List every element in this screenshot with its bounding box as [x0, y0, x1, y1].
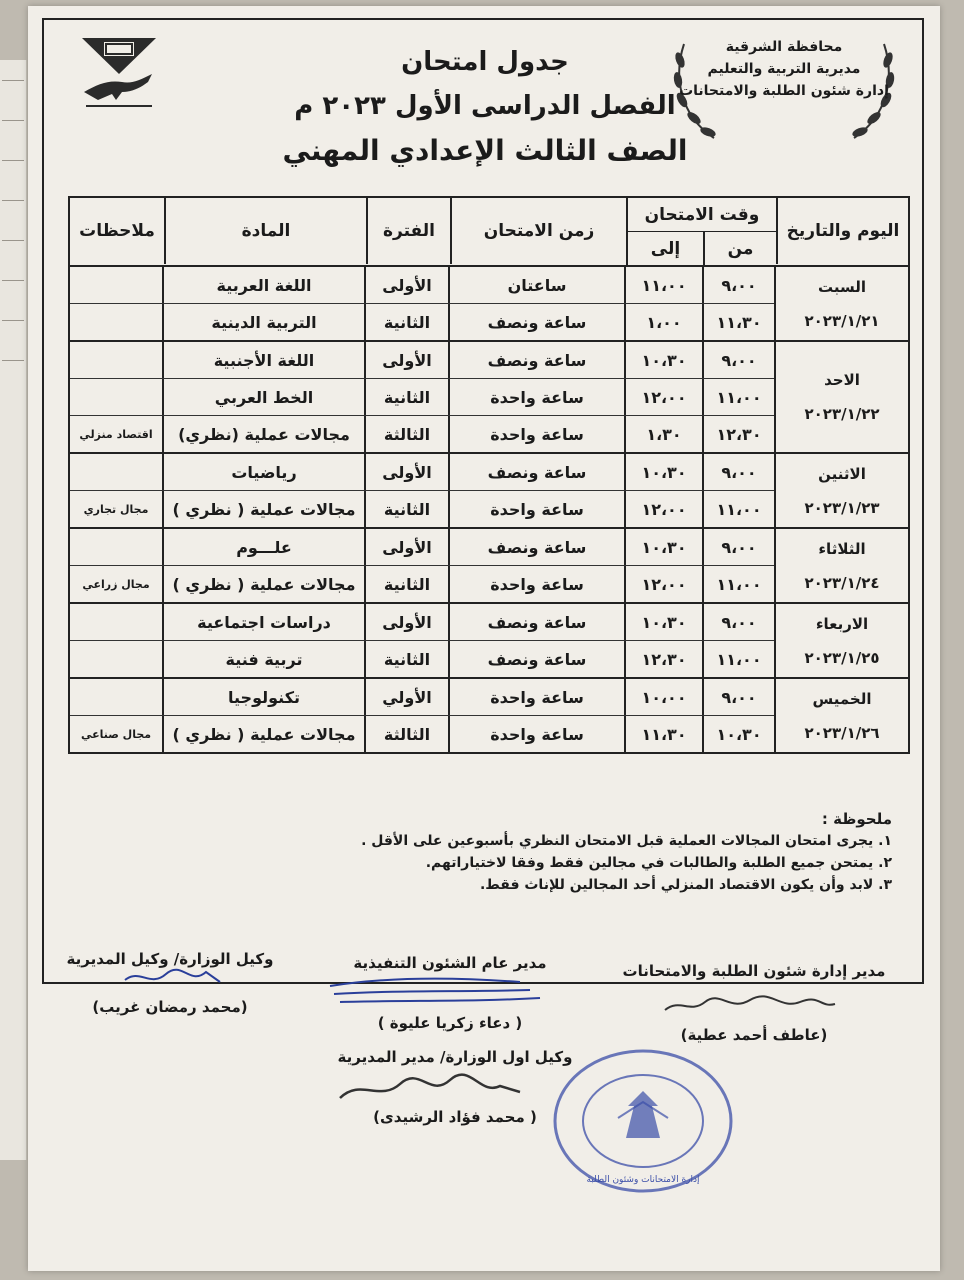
exam-duration: ساعتان — [448, 267, 624, 303]
day-cell — [774, 454, 908, 527]
exam-subject: مجالات عملية ( نظري ) — [162, 716, 364, 752]
exam-period: الثانية — [364, 566, 448, 602]
to-time: ١٠،٣٠ — [624, 454, 702, 490]
from-time: ١٠،٣٠ — [702, 716, 774, 752]
day-group — [70, 677, 908, 752]
table-body — [70, 265, 908, 752]
exam-duration: ساعة ونصف — [448, 641, 624, 677]
table-row — [70, 454, 774, 490]
exam-duration: ساعة واحدة — [448, 679, 624, 715]
handwritten-signature — [320, 972, 550, 1012]
from-time: ٩،٠٠ — [702, 342, 774, 378]
exam-note: مجال تجاري — [83, 502, 149, 516]
to-time: ١،٠٠ — [624, 304, 702, 340]
exam-period: الثالثة — [364, 716, 448, 752]
from-time: ١١،٠٠ — [702, 641, 774, 677]
exam-duration: ساعة ونصف — [448, 454, 624, 490]
exam-subject: التربية الدينية — [162, 304, 364, 340]
exam-subject: اللغة العربية — [162, 267, 364, 303]
exam-period: الأولى — [364, 604, 448, 640]
day-cell — [774, 267, 908, 340]
table-row — [70, 267, 774, 303]
exam-note — [70, 304, 162, 340]
from-time: ٩،٠٠ — [702, 529, 774, 565]
from-time: ٩،٠٠ — [702, 679, 774, 715]
table-row — [70, 378, 774, 415]
notes-title: ملحوظة : — [821, 810, 892, 828]
notes-section — [272, 808, 892, 896]
from-time: ١١،٣٠ — [702, 304, 774, 340]
day-date: ٢٠٢٣/١/٢١ — [804, 311, 880, 330]
exam-period: الأولى — [364, 529, 448, 565]
signature-name: (محمد رمضان غريب) — [92, 998, 248, 1016]
day-date: ٢٠٢٣/١/٢٦ — [804, 723, 880, 742]
to-time: ١٢،٣٠ — [624, 641, 702, 677]
exam-note — [70, 342, 162, 378]
table-row — [70, 679, 774, 715]
signature-title: وكيل اول الوزارة/ مدير المديرية — [337, 1048, 573, 1066]
day-group — [70, 602, 908, 677]
exam-subject: اللغة الأجنبية — [162, 342, 364, 378]
exam-period: الثانية — [364, 379, 448, 415]
day-group — [70, 265, 908, 340]
from-time: ٩،٠٠ — [702, 267, 774, 303]
handwritten-signature — [660, 990, 840, 1020]
from-time: ٩،٠٠ — [702, 604, 774, 640]
exam-note — [70, 267, 162, 303]
header-notes: ملاحظات — [79, 221, 155, 241]
day-name: الاربعاء — [815, 614, 869, 633]
exam-note — [70, 379, 162, 415]
signature-name: (عاطف أحمد عطية) — [680, 1026, 828, 1044]
from-time: ١١،٠٠ — [702, 491, 774, 527]
day-cell — [774, 342, 908, 452]
day-name: الخميس — [812, 689, 872, 708]
to-time: ١١،٠٠ — [624, 267, 702, 303]
grade-title: الصف الثالث الإعدادي المهني — [282, 134, 688, 167]
note-item-3: ٣. لابد وأن يكون الاقتصاد المنزلي أحد المجالين للإناث فقط. — [479, 877, 892, 893]
from-time: ١١،٠٠ — [702, 566, 774, 602]
day-cell — [774, 529, 908, 602]
table-row — [70, 490, 774, 527]
day-name: الاثنين — [818, 464, 866, 483]
day-group — [70, 527, 908, 602]
exam-duration: ساعة واحدة — [448, 491, 624, 527]
note-item-1: ١. يجرى امتحان المجالات العملية قبل الامتحان النظري بأسبوعين على الأقل . — [361, 833, 892, 849]
handwritten-signature — [120, 962, 230, 992]
exam-subject: تكنولوجيا — [162, 679, 364, 715]
to-time: ١٠،٣٠ — [624, 529, 702, 565]
day-name: الثلاثاء — [818, 539, 866, 558]
exam-note — [70, 454, 162, 490]
table-row — [70, 640, 774, 677]
to-time: ١٠،٠٠ — [624, 679, 702, 715]
table-row — [70, 303, 774, 340]
day-date: ٢٠٢٣/١/٢٥ — [804, 648, 880, 667]
day-group — [70, 452, 908, 527]
header-exam-time-label: وقت الامتحان — [628, 198, 776, 232]
exam-duration: ساعة واحدة — [448, 379, 624, 415]
to-time: ١٠،٣٠ — [624, 604, 702, 640]
stamp-text: إدارة الامتحانات وشئون الطلبة — [586, 1175, 700, 1185]
from-time: ١٢،٣٠ — [702, 416, 774, 452]
table-header-row — [70, 198, 908, 265]
governorate-line: محافظة الشرقية — [725, 39, 843, 55]
exam-period: الثانية — [364, 491, 448, 527]
signature-title: مدير عام الشئون التنفيذية — [353, 954, 547, 972]
day-group — [70, 340, 908, 452]
header-subject: المادة — [164, 198, 366, 264]
from-time: ١١،٠٠ — [702, 379, 774, 415]
header-day: اليوم والتاريخ — [776, 198, 908, 264]
day-date: ٢٠٢٣/١/٢٤ — [804, 573, 880, 592]
exam-duration: ساعة واحدة — [448, 716, 624, 752]
exam-duration: ساعة ونصف — [448, 304, 624, 340]
exam-subject: مجالات عملية ( نظري ) — [162, 491, 364, 527]
table-row — [70, 415, 774, 452]
header-period: الفترة — [366, 198, 450, 264]
exam-schedule-table — [68, 196, 910, 754]
exam-note: مجال صناعي — [80, 727, 152, 741]
exam-period: الأولى — [364, 454, 448, 490]
signature-title: مدير إدارة شئون الطلبة والامتحانات — [622, 962, 886, 980]
signature-name: ( محمد فؤاد الرشيدى) — [373, 1108, 537, 1126]
exam-subject: دراسات اجتماعية — [162, 604, 364, 640]
day-date: ٢٠٢٣/١/٢٣ — [804, 498, 880, 517]
exam-subject: تربية فنية — [162, 641, 364, 677]
exam-subject: الخط العربي — [162, 379, 364, 415]
to-time: ١٢،٠٠ — [624, 491, 702, 527]
exam-note: اقتصاد منزلي — [79, 427, 153, 441]
header-duration: زمن الامتحان — [450, 198, 626, 264]
to-time: ١،٣٠ — [624, 416, 702, 452]
day-date: ٢٠٢٣/١/٢٢ — [804, 405, 880, 423]
ministry-logo — [78, 34, 160, 114]
exam-note — [70, 604, 162, 640]
to-time: ١٢،٠٠ — [624, 566, 702, 602]
header-from: من — [703, 232, 776, 265]
exam-period: الثالثة — [364, 416, 448, 452]
directorate-line: مديرية التربية والتعليم — [707, 61, 861, 77]
exam-period: الأولى — [364, 267, 448, 303]
table-row — [70, 529, 774, 565]
note-item-2: ٢. يمتحن جميع الطلبة والطالبات في مجالين فقط وفقا لاختياراتهم. — [425, 855, 892, 871]
handwritten-signature — [330, 1068, 530, 1108]
title-block — [250, 40, 720, 174]
exam-subject: علـــوم — [162, 529, 364, 565]
to-time: ١٠،٣٠ — [624, 342, 702, 378]
exam-period: الأولى — [364, 342, 448, 378]
table-row — [70, 342, 774, 378]
exam-subject: مجالات عملية (نظري) — [162, 416, 364, 452]
signature-name: ( دعاء زكريا عليوة ) — [377, 1014, 523, 1032]
header-to: إلى — [650, 238, 681, 259]
table-row — [70, 604, 774, 640]
exam-duration: ساعة ونصف — [448, 342, 624, 378]
day-cell — [774, 679, 908, 752]
exam-subject: رياضيات — [162, 454, 364, 490]
table-row — [70, 565, 774, 602]
to-time: ١١،٣٠ — [624, 716, 702, 752]
exam-subject: مجالات عملية ( نظري ) — [162, 566, 364, 602]
exam-period: الأولي — [364, 679, 448, 715]
exam-note — [70, 529, 162, 565]
term-title: الفصل الدراسى الأول ٢٠٢٣ م — [294, 91, 676, 121]
exam-note — [70, 679, 162, 715]
exam-duration: ساعة ونصف — [448, 529, 624, 565]
department-line: إدارة شئون الطلبة والامتحانات — [679, 83, 889, 99]
day-name: الاحد — [824, 371, 860, 389]
exam-duration: ساعة ونصف — [448, 604, 624, 640]
day-name: السبت — [817, 277, 867, 296]
from-time: ٩،٠٠ — [702, 454, 774, 490]
exam-period: الثانية — [364, 641, 448, 677]
exam-duration: ساعة واحدة — [448, 566, 624, 602]
adjacent-sheet-edge — [0, 60, 27, 1160]
page-title: جدول امتحان — [401, 47, 569, 77]
exam-note — [70, 641, 162, 677]
table-row — [70, 715, 774, 752]
exam-period: الثانية — [364, 304, 448, 340]
to-time: ١٢،٠٠ — [624, 379, 702, 415]
day-cell — [774, 604, 908, 677]
exam-duration: ساعة واحدة — [448, 416, 624, 452]
header-exam-time — [626, 198, 776, 265]
official-stamp — [548, 1046, 738, 1196]
exam-note: مجال زراعي — [82, 577, 150, 591]
signature-title: وكيل الوزارة/ وكيل المديرية — [66, 950, 274, 968]
